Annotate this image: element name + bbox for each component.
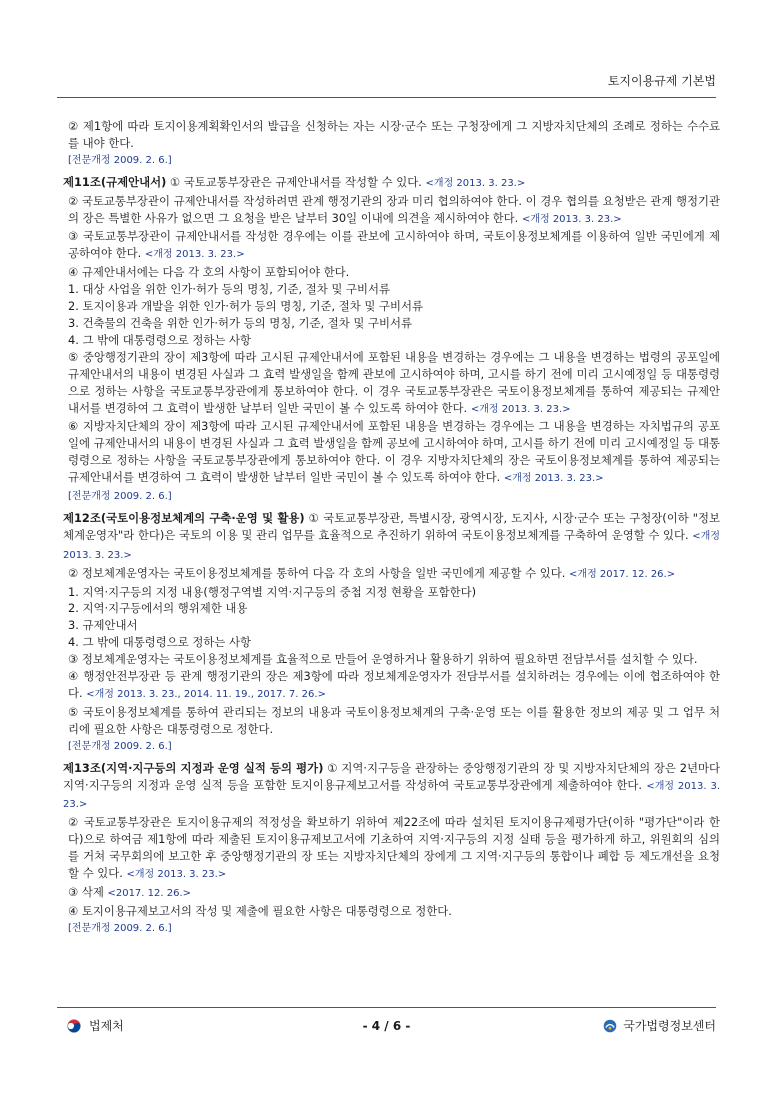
amendment-note: <개정 2013. 3. 23.> (63, 530, 720, 561)
article-title: 제13조(지역·지구등의 지정과 운영 실적 등의 평가) (63, 760, 324, 775)
clause-text: 3. 건축물의 건축을 위한 인가·허가 등의 명칭, 기준, 절차 및 구비서류 (68, 315, 413, 330)
law-center-logo-icon (603, 1019, 617, 1033)
clause-text: 2. 토지이용과 개발을 위한 인가·허가 등의 명칭, 기준, 절차 및 구비서류 (68, 299, 424, 314)
article-paragraph (63, 760, 720, 815)
clause-paragraph (63, 193, 720, 229)
clause-text: ① 지역·지구등을 관장하는 중앙행정기관의 장 및 지방자치단체의 장은 2년마다 지역·지구등의 지정과 운영 실적 등을 포함한 토지이용규제보고서를 작성하여 국토교통부장관에게 제출하여야 한다. (63, 760, 721, 792)
clause-paragraph (63, 264, 720, 281)
footer-law-center-label: 국가법령정보센터 (623, 1019, 716, 1033)
clause-paragraph (63, 600, 720, 617)
clause-paragraph (63, 634, 720, 651)
clause-paragraph (63, 903, 720, 920)
clause-text: ② 국토교통부장관이 규제안내서를 작성하려면 관계 행정기관의 장과 미리 협의하여야 한다. 이 경우 협의를 요청받은 관계 행정기관의 장은 특별한 사유가 없으면 그 요청을 받은 날부터 30일 이내에 의견을 제시하여야 한다. (68, 193, 720, 225)
amendment-note: <개정 2013. 3. 23., 2014. 11. 19., 2017. 7. 26.> (86, 689, 326, 700)
amendment-note: <개정 2013. 3. 23.> (470, 403, 571, 415)
clause-text: ② 국토교통부장관은 토지이용규제의 적정성을 확보하기 위하여 제22조에 따라 설치된 토지이용규제평가단(이하 "평가단"이라 한다)으로 하여금 제1항에 따라 제출된 토지이용규제보고서에 기초하여 지역·지구등의 지정 실태 등을 평가하게 하고, 위원회의 심의를 거쳐 국무회의에 보고한 후 중앙행정기관의 장 또는 지방자치단체의 장에게 그 지역·지구등의 통합이나 폐합 등 제도개선을 요청할 수 있다. (68, 815, 720, 881)
clause-paragraph (63, 651, 720, 668)
footer-divider (57, 1007, 716, 1008)
clause-text: 4. 그 밖에 대통령령으로 정하는 사항 (68, 635, 252, 650)
document-header-title: 토지이용규제 기본법 (607, 74, 716, 88)
amendment-note: <개정 2013. 3. 23.> (144, 249, 245, 261)
article-paragraph (63, 174, 720, 193)
revision-note: [전문개정 2009. 2. 6.] (68, 740, 172, 752)
amendment-note: <개정 2013. 3. 23.> (126, 869, 227, 881)
clause-paragraph (63, 668, 720, 704)
clause-paragraph (63, 332, 720, 349)
clause-paragraph (63, 315, 720, 332)
clause-text: 2. 지역·지구등에서의 행위제한 내용 (68, 601, 248, 616)
page-number: - 4 / 6 - (362, 1019, 411, 1033)
page-footer (57, 1013, 716, 1039)
clause-paragraph (63, 349, 720, 419)
clause-paragraph (63, 281, 720, 298)
article-paragraph (63, 510, 720, 565)
law-text-body (63, 118, 720, 942)
clause-text: 3. 규제안내서 (68, 618, 138, 633)
clause-text: ③ 국토교통부장관이 규제안내서를 작성한 경우에는 이를 관보에 고시하여야 하며, 국토이용정보체계를 이용하여 일반 국민에게 제공하여야 한다. (68, 229, 720, 261)
clause-text: 1. 대상 사업을 위한 인가·허가 등의 명칭, 기준, 절차 및 구비서류 (68, 282, 391, 297)
footer-right (603, 1017, 716, 1034)
amendment-note: <개정 2017. 12. 26.> (569, 568, 676, 580)
amendment-note: <개정 2013. 3. 23.> (63, 780, 721, 811)
clause-text: 4. 그 밖에 대통령령으로 정하는 사항 (68, 332, 252, 347)
clause-paragraph (63, 884, 720, 903)
amendment-note: <2017. 12. 26.> (107, 887, 192, 899)
clause-text: 1. 지역·지구등의 지정 내용(행정구역별 지역·지구등의 중첩 지정 현황을 포함한다) (68, 584, 477, 599)
article-title: 제12조(국토이용정보체계의 구축·운영 및 활용) (63, 510, 305, 525)
amendment-note: <개정 2013. 3. 23.> (503, 473, 604, 485)
clause-text: ④ 규제안내서에는 다음 각 호의 사항이 포함되어야 한다. (68, 265, 350, 280)
revision-note: [전문개정 2009. 2. 6.] (68, 154, 172, 166)
clause-paragraph (63, 118, 720, 152)
clause-text: ③ 정보체계운영자는 국토이용정보체계를 효율적으로 만들어 운영하거나 활용하기 위하여 필요하면 전담부서를 설치할 수 있다. (68, 652, 698, 667)
clause-text: ① 국토교통부장관, 특별시장, 광역시장, 도지사, 시장·군수 또는 구청장(이하 "정보체계운영자"라 한다)은 국토의 이용 및 관리 업무를 효율적으로 추진하기 위하여 국토이용정보체계를 구축하여 운영할 수 있다. (63, 510, 720, 542)
clause-paragraph (63, 814, 720, 884)
header-divider (57, 97, 716, 98)
clause-paragraph (63, 228, 720, 264)
clause-text: ④ 행정안전부장관 등 관계 행정기관의 장은 제3항에 따라 정보체계운영자가 전담부서를 설치하려는 경우에는 이에 협조하여야 한다. (68, 669, 720, 700)
clause-text: ① 국토교통부장관은 규제안내서를 작성할 수 있다. (166, 174, 426, 189)
clause-text: ④ 토지이용규제보고서의 작성 및 제출에 필요한 사항은 대통령령으로 정한다. (68, 903, 452, 918)
amendment-note: <개정 2013. 3. 23.> (521, 213, 622, 225)
revision-note: [전문개정 2009. 2. 6.] (68, 491, 172, 503)
clause-text: ② 제1항에 따라 토지이용계획확인서의 발급을 신청하는 자는 시장·군수 또는 구청장에게 그 지방자치단체의 조례로 정하는 수수료를 내야 한다. (68, 119, 720, 150)
clause-text: ⑤ 중앙행정기관의 장이 제3항에 따라 고시된 규제안내서에 포함된 내용을 변경하는 경우에는 그 내용을 변경하는 법령의 공포일에 규제안내서의 내용이 변경된 사실과 그 효력 발생일을 함께 관보에 고시하여야 하며, 고시를 하기 전에 미리 고시예정일 등 대통령령으로 정하는 사항을 국토교통부장관에게 통보하여야 한다. 이 경우 국토교통부장관은 국토이용정보체계를 통하여 제공되는 규제안내서를 변경하여 그 효력이 발생한 날부터 일반 국민이 볼 수 있도록 하여야 한다. (68, 349, 720, 415)
clause-paragraph (63, 704, 720, 738)
clause-text: ② 정보체계운영자는 국토이용정보체계를 통하여 다음 각 호의 사항을 일반 국민에게 제공할 수 있다. (68, 565, 570, 580)
clause-text: ⑤ 국토이용정보체계를 통하여 관리되는 정보의 내용과 국토이용정보체계의 구축·운영 또는 이를 활용한 정보의 제공 및 그 업무 처리에 필요한 사항은 대통령령으로 정한다. (68, 704, 720, 736)
clause-text: ⑥ 지방자치단체의 장이 제3항에 따라 고시된 규제안내서에 포함된 내용을 변경하는 경우에는 그 내용을 변경하는 자치법규의 공포일에 규제안내서의 내용이 변경된 사실과 그 효력 발생일을 함께 공보에 고시하여야 하며, 고시를 하기 전에 미리 고시예정일 등 대통령령으로 정하는 사항을 국토교통부장관에게 통보하여야 한다. 이 경우 지방자치단체의 장은 국토이용정보체계를 통하여 제공되는 규제안내서를 변경하여 그 효력이 발생한 날부터 일반 국민이 볼 수 있도록 하여야 한다. (68, 419, 720, 485)
clause-paragraph (63, 418, 720, 488)
article-title: 제11조(규제안내서) (63, 174, 167, 189)
clause-paragraph (63, 584, 720, 601)
clause-paragraph (63, 617, 720, 634)
revision-note: [전문개정 2009. 2. 6.] (68, 922, 172, 934)
footer-ministry-label: 법제처 (89, 1019, 124, 1033)
clause-text: ③ 삭제 (68, 884, 108, 899)
amendment-note: <개정 2013. 3. 23.> (425, 177, 526, 189)
clause-paragraph (63, 298, 720, 315)
clause-paragraph (63, 565, 720, 584)
